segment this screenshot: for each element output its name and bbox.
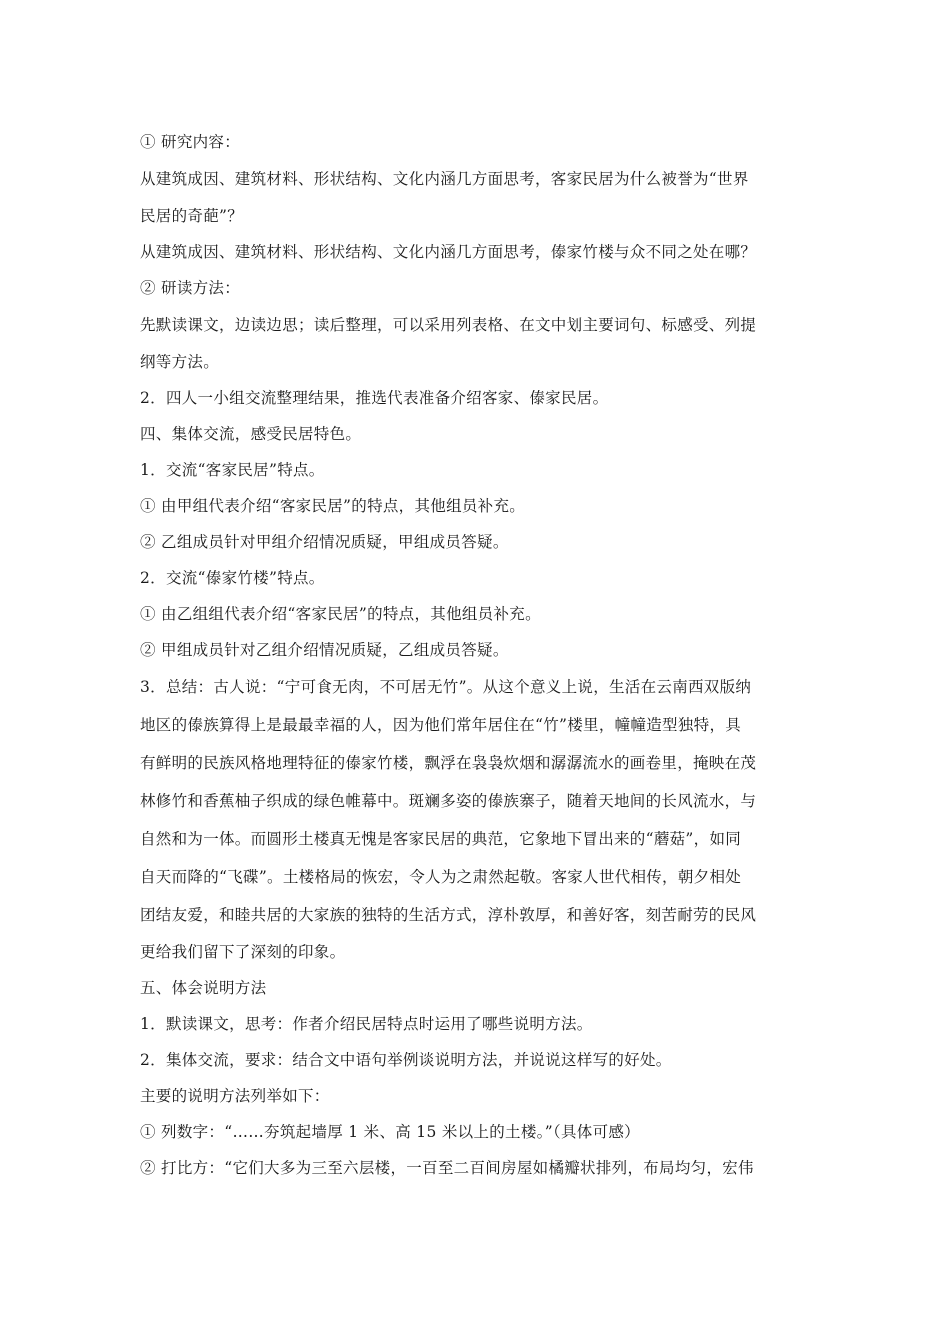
paragraph-line: 1．默读课文，思考：作者介绍民居特点时运用了哪些说明方法。 [140,1015,593,1033]
paragraph-line: 2．集体交流，要求：结合文中语句举例谈说明方法，并说说这样写的好处。 [140,1051,672,1069]
paragraph-line: 民居的奇葩”？ [140,207,244,225]
paragraph-line: ② 甲组成员针对乙组介绍情况质疑，乙组成员答疑。 [140,641,509,659]
paragraph-line: 纲等方法。 [140,353,220,371]
research-content-heading: ① 研究内容： [140,133,241,151]
summary-line: 自天而降的“飞碟”。土楼格局的恢宏，令人为之肃然起敬。客家人世代相传，朝夕相处 [140,868,742,886]
summary-line: 自然和为一体。而圆形土楼真无愧是客家民居的典范，它象地下冒出来的“蘑菇”，如同 [140,830,742,848]
paragraph-line: 先默读课文，边读边思；读后整理，可以采用列表格、在文中划主要词句、标感受、列提 [140,316,757,334]
summary-line: 团结友爱，和睦共居的大家族的独特的生活方式，淳朴敦厚，和善好客，刻苦耐劳的民风 [140,906,757,924]
paragraph-line: 主要的说明方法列举如下： [140,1087,330,1105]
paragraph-line: ① 由乙组组代表介绍“客家民居”的特点，其他组员补充。 [140,605,541,623]
summary-line: 3．总结：古人说：“宁可食无肉，不可居无竹”。从这个意义上说，生活在云南西双版纳 [140,678,752,696]
summary-line: 更给我们留下了深刻的印象。 [140,943,346,961]
paragraph-line: ① 列数字：“……夯筑起墙厚 1 米、高 15 米以上的土楼。”（具体可感） [140,1123,640,1141]
paragraph-line: ② 打比方：“它们大多为三至六层楼，一百至二百间房屋如橘瓣状排列，布局均匀，宏伟 [140,1159,754,1177]
paragraph-line: ② 乙组成员针对甲组介绍情况质疑，甲组成员答疑。 [140,533,509,551]
summary-line: 有鲜明的民族风格地理特征的傣家竹楼，飘浮在袅袅炊烟和潺潺流水的画卷里，掩映在茂 [140,754,757,772]
paragraph-line: 2．交流“傣家竹楼”特点。 [140,569,325,587]
paragraph-line: ① 由甲组代表介绍“客家民居”的特点，其他组员补充。 [140,497,526,515]
summary-line: 地区的傣族算得上是最最幸福的人，因为他们常年居住在“竹”楼里，幢幢造型独特，具 [140,716,742,734]
summary-line: 林修竹和香蕉柚子织成的绿色帷幕中。斑斓多姿的傣族寨子，随着天地间的长风流水，与 [140,792,757,810]
section-heading: 四、集体交流，感受民居特色。 [140,425,362,443]
paragraph-line: 1．交流“客家民居”特点。 [140,461,325,479]
document-body [140,124,810,1186]
section-heading: 五、体会说明方法 [140,979,267,997]
paragraph-line: 从建筑成因、建筑材料、形状结构、文化内涵几方面思考，傣家竹楼与众不同之处在哪？ [140,243,757,261]
paragraph-line: 从建筑成因、建筑材料、形状结构、文化内涵几方面思考，客家民居为什么被誉为“世界 [140,170,749,188]
paragraph-line: 2．四人一小组交流整理结果，推选代表准备介绍客家、傣家民居。 [140,389,609,407]
reading-method-heading: ② 研读方法： [140,279,241,297]
